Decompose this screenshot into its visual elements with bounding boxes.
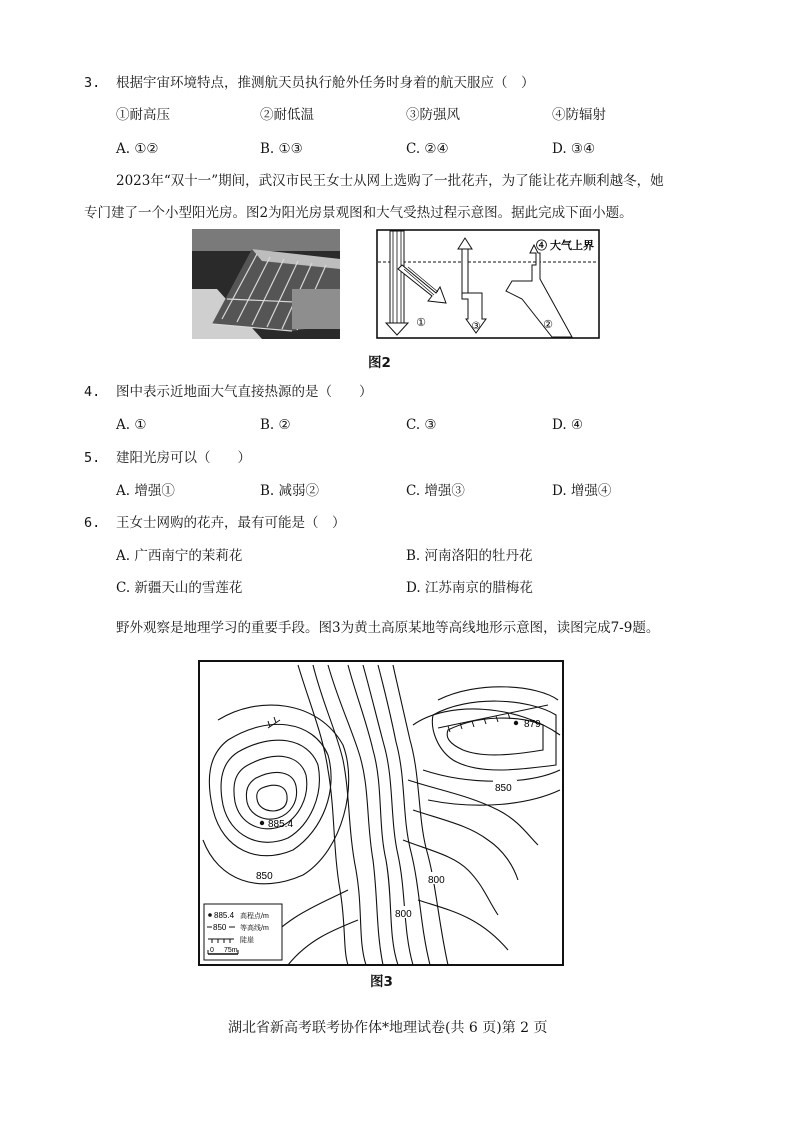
q6-option-a: A. 广西南宁的茉莉花 (116, 548, 243, 564)
legend-elev-text: 高程点/m (240, 913, 269, 920)
passage2-text: 野外观察是地理学习的重要手段。图3为黄土高原某地等高线地形示意图，读图完成7-9题。 (116, 620, 660, 636)
q6-option-b: B. 河南洛阳的牡丹花 (406, 548, 533, 564)
legend-cliff-text: 陡崖 (240, 937, 254, 944)
q3-option-c: C. ②④ (406, 141, 449, 157)
q3-number: 3. (84, 75, 101, 91)
atmospheric-heating-diagram (376, 229, 600, 339)
elevation-point-885 (260, 821, 264, 825)
q4-option-b: B. ② (260, 417, 291, 433)
passage1-line1: 2023年“双十一”期间，武汉市民王女士从网上选购了一批花卉，为了能让花卉顺利越冬，她 (116, 173, 664, 189)
legend-scale-length: 75m (224, 947, 238, 954)
q4-option-d: D. ④ (552, 417, 584, 433)
legend-contour-sample: 850 (213, 923, 227, 932)
map-legend (204, 904, 282, 960)
q5-stem: 建阳光房可以（ ） (116, 450, 251, 466)
q6-option-c: C. 新疆天山的雪莲花 (116, 580, 243, 596)
q3-stem: 根据宇宙环境特点，推测航天员执行舱外任务时身着的航天服应（ ） (116, 75, 535, 91)
q6-stem: 王女士网购的花卉，最有可能是（ ） (116, 515, 346, 531)
q4-option-c: C. ③ (406, 417, 437, 433)
elevation-point-879 (514, 721, 518, 725)
legend-scale-zero: 0 (210, 947, 214, 954)
q3-item-1: ①耐高压 (116, 107, 170, 123)
elevation-879-label: 879 (524, 719, 541, 730)
contour-800-label-a: 800 (428, 875, 445, 886)
q3-item-4: ④防辐射 (552, 107, 606, 123)
elevation-885-label: 885.4 (268, 819, 294, 830)
q5-option-b: B. 减弱② (260, 483, 320, 499)
legend-elev-sample: 885.4 (214, 911, 235, 920)
q6-option-d: D. 江苏南京的腊梅花 (406, 580, 533, 596)
q4-option-a: A. ① (116, 417, 147, 433)
q5-option-c: C. 增强③ (406, 483, 465, 499)
contour-map (198, 660, 564, 966)
q3-option-a: A. ①② (116, 141, 159, 157)
q3-option-b: B. ①③ (260, 141, 303, 157)
q6-number: 6. (84, 515, 101, 531)
marker-3: ③ (471, 321, 481, 332)
legend-contour-text: 等高线/m (240, 925, 269, 932)
contour-850-right-label: 850 (495, 783, 512, 794)
marker-2: ② (543, 319, 553, 331)
atmosphere-top-label: ④ 大气上界 (536, 240, 595, 252)
q5-option-d: D. 增强④ (552, 483, 612, 499)
fig2-caption: 图2 (368, 355, 391, 371)
q5-number: 5. (84, 450, 101, 466)
fig3-caption: 图3 (370, 974, 393, 990)
sunroom-photo (192, 229, 340, 339)
q3-option-d: D. ③④ (552, 141, 596, 157)
contour-800-label-b: 800 (395, 909, 412, 920)
q5-option-a: A. 增强① (116, 483, 175, 499)
passage1-line2: 专门建了一个小型阳光房。图2为阳光房景观图和大气受热过程示意图。据此完成下面小题。 (84, 205, 633, 221)
q4-stem: 图中表示近地面大气直接热源的是（ ） (116, 384, 373, 400)
q3-item-3: ③防强风 (406, 107, 460, 123)
q4-number: 4. (84, 384, 101, 400)
page-footer: 湖北省新高考联考协作体*地理试卷(共 6 页)第 2 页 (228, 1020, 548, 1036)
marker-1: ① (416, 317, 426, 329)
q3-item-2: ②耐低温 (260, 107, 314, 123)
contour-850-left-label: 850 (256, 871, 273, 882)
